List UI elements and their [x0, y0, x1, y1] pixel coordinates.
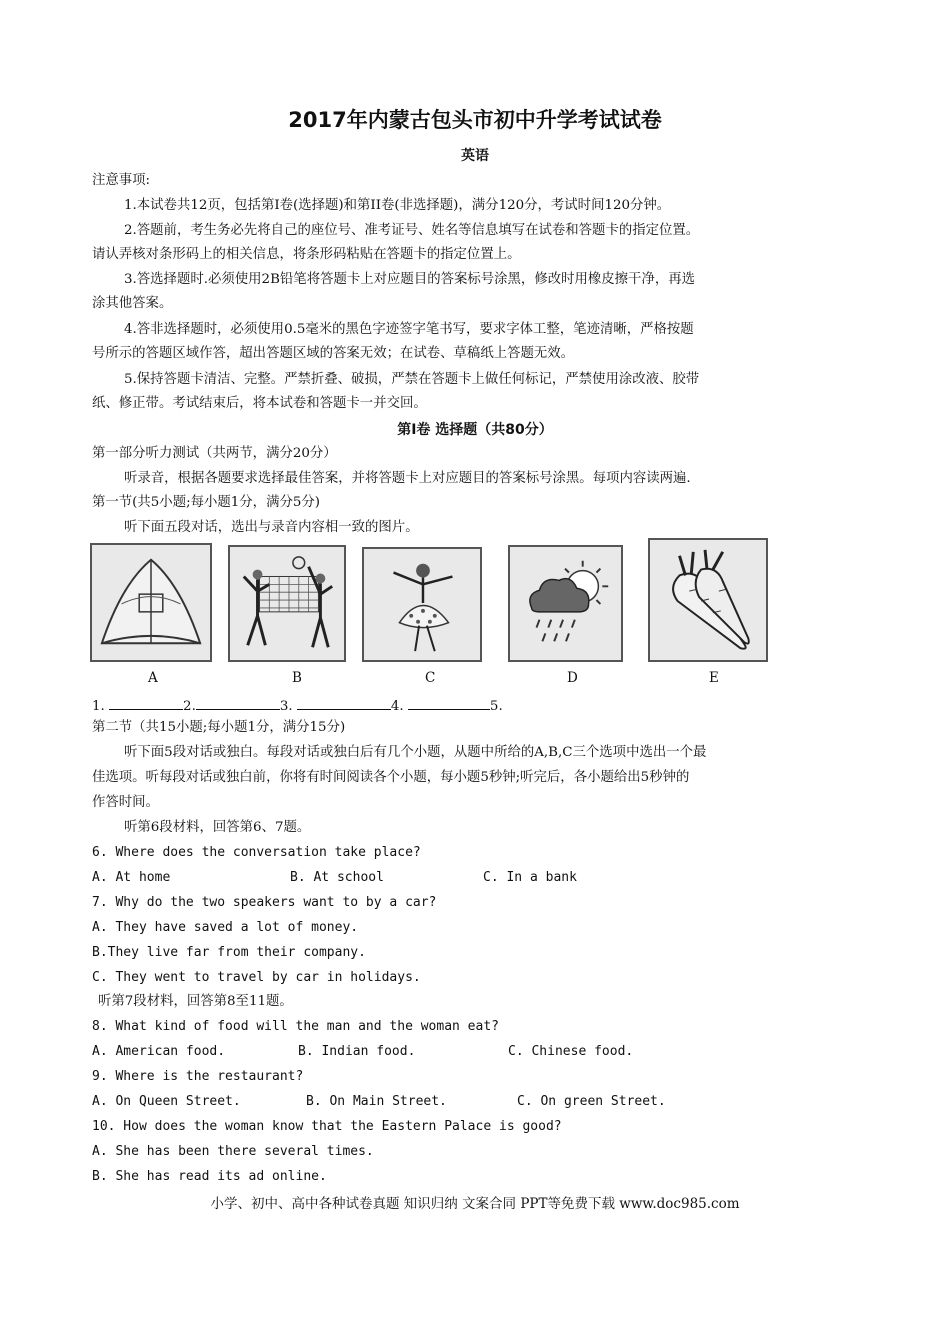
answer-blank[interactable]: [109, 695, 183, 710]
subject-title: 英语: [461, 148, 489, 164]
option: B.They live far from their company.: [92, 945, 366, 960]
subsection-instruction: 听下面五段对话，选出与录音内容相一致的图片。: [124, 520, 419, 535]
notice-line: 1.本试卷共12页，包括第I卷(选择题)和第II卷(非选择题)，满分120分，考试时间120分钟。: [124, 198, 671, 213]
answer-blank[interactable]: [408, 695, 490, 710]
notice-line: 号所示的答题区域作答，超出答题区域的答案无效；在试卷、草稿纸上答题无效。: [92, 346, 575, 361]
part-instruction: 听录音，根据各题要求选择最佳答案，并将答题卡上对应题目的答案标号涂黑。每项内容读两遍.: [124, 471, 691, 486]
blank-number: 5.: [489, 699, 503, 714]
notice-line: 3.答选择题时.必须使用2B铅笔将答题卡上对应题目的答案标号涂黑，修改时用橡皮擦干净，再选: [124, 272, 696, 287]
option: A. She has been there several times.: [92, 1144, 374, 1159]
part-title: 第一部分听力测试（共两节，满分20分）: [92, 446, 337, 461]
notice-line: 请认弄核对条形码上的相关信息，将条形码粘贴在答题卡的指定位置上。: [92, 247, 521, 262]
picture-label: D: [567, 670, 578, 686]
notice-line: 5.保持答题卡清洁、完整。严禁折叠、破损，严禁在答题卡上做任何标记，严禁使用涂改液、胶带: [124, 372, 700, 387]
notice-line: 2.答题前，考生务必先将自己的座位号、准考证号、姓名等信息填写在试卷和答题卡的指定位置。: [124, 223, 700, 238]
weather-icon: [508, 545, 623, 662]
picture-label: C: [425, 670, 436, 686]
answer-blanks: [92, 695, 503, 716]
volleyball-icon: [228, 545, 346, 662]
notice-line: 涂其他答案。: [92, 296, 173, 311]
material-heading: 听第6段材料，回答第6、7题。: [124, 820, 311, 835]
page-title: 2017年内蒙古包头市初中升学考试试卷: [288, 108, 662, 132]
option: A. At home: [92, 870, 171, 885]
blank-number: 1.: [92, 699, 105, 714]
carrot-icon: [648, 538, 768, 662]
notice-line: 纸、修正带。考试结束后，将本试卷和答题卡一并交回。: [92, 396, 427, 411]
picture-label: A: [148, 670, 158, 686]
notice-line: 4.答非选择题时，必须使用0.5毫米的黑色字迹签字笔书写，要求字体工整，笔迹清晰，严格按题: [124, 322, 694, 337]
option: B. On Main Street.: [306, 1094, 447, 1109]
picture-label: B: [292, 670, 302, 686]
option: C. Chinese food.: [508, 1044, 634, 1059]
blank-number: 4.: [390, 699, 404, 714]
material-heading: 听第7段材料，回答第8至11题。: [98, 994, 293, 1009]
option: A. On Queen Street.: [92, 1094, 241, 1109]
answer-blank[interactable]: [297, 695, 391, 710]
blank-number: 2.: [183, 699, 196, 714]
subsection-title: 第一节(共5小题;每小题1分，满分5分): [92, 495, 320, 510]
option: A. They have saved a lot of money.: [92, 920, 359, 935]
footer-link[interactable]: 小学、初中、高中各种试卷真题 知识归纳 文案合同 PPT等免费下载 www.doc985.com: [210, 1196, 740, 1212]
tent-icon: [90, 543, 212, 662]
option: B. At school: [290, 870, 384, 885]
option: C. They went to travel by car in holidays.: [92, 970, 421, 985]
subsection-instruction: 作答时间。: [92, 795, 159, 810]
subsection-instruction: 佳选项。听每段对话或独白前，你将有时间阅读各个小题，每小题5秒钟;听完后，各小题给出5秒钟的: [92, 770, 690, 785]
option: C. On green Street.: [517, 1094, 666, 1109]
question: 10. How does the woman know that the Eastern Palace is good?: [92, 1119, 562, 1134]
question: 9. Where is the restaurant?: [92, 1069, 304, 1084]
blank-number: 3.: [279, 699, 293, 714]
subsection-instruction: 听下面5段对话或独白。每段对话或独白后有几个小题，从题中所给的A,B,C三个选项中选出一个最: [124, 745, 707, 760]
question: 6. Where does the conversation take place?: [92, 845, 421, 860]
question: 7. Why do the two speakers want to by a car?: [92, 895, 437, 910]
section-title: 第I卷 选择题（共80分）: [397, 422, 553, 438]
option: B. Indian food.: [298, 1044, 416, 1059]
subsection-title: 第二节（共15小题;每小题1分，满分15分): [92, 720, 346, 735]
option: A. American food.: [92, 1044, 226, 1059]
answer-blank[interactable]: [196, 695, 280, 710]
option: C. In a bank: [483, 870, 577, 885]
question: 8. What kind of food will the man and the woman eat?: [92, 1019, 499, 1034]
notice-heading: 注意事项:: [92, 173, 151, 188]
dancer-icon: [362, 547, 482, 662]
picture-label: E: [709, 670, 719, 686]
option: B. She has read its ad online.: [92, 1169, 327, 1184]
